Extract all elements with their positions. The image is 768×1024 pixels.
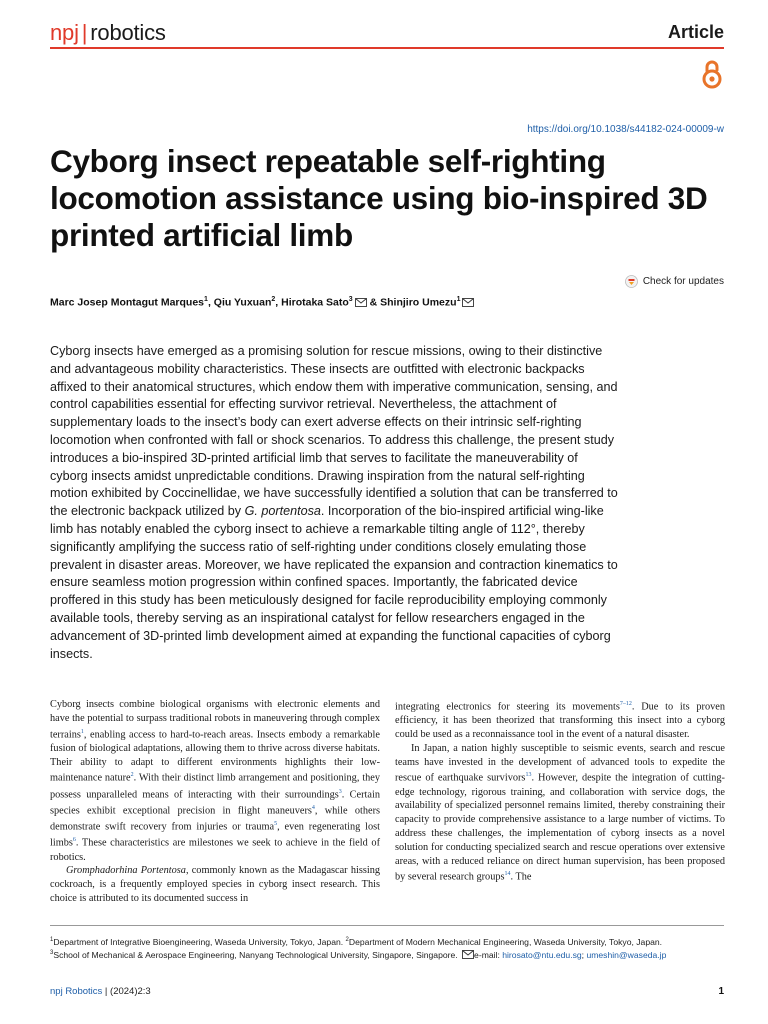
citation-ref[interactable]: 3 [338,788,342,795]
article-type-label: Article [667,22,724,42]
journal-npj: npj [50,20,79,45]
abstract-species: G. portentosa [244,504,321,519]
body-column-left [50,698,380,906]
text-run: . However, despite the integration of cutting-edge technology, rigorous training, and collaboration with service dogs, the availability of specialized personnel remains limited, thereby constraining their capacity to provide comprehensive assistance to a large number of victims. To address these challenges, the implementation of cyborg insects as a novel solution for conducting specialized search and rescue operations over extensive areas, with a reduced reliance on direct human supervision, has been proposed by several research groups [395,772,725,883]
author-affiliation-ref: 2 [271,296,276,303]
citation-ref[interactable]: 6 [72,837,76,844]
text-run: Department of Integrative Bioengineering, Waseda University, Tokyo, Japan. [53,936,346,947]
check-updates-label: Check for updates [642,276,724,287]
text-run: , while others demonstrate swift recovery from injuries or trauma [50,805,381,833]
abstract [50,343,618,663]
author-name[interactable]: Shinjiro Umezu [380,296,457,309]
body-paragraph [395,698,725,742]
text-run: , even regenerating lost limbs [50,821,380,849]
affiliation-line [50,934,730,948]
text-run: . Certain species exhibit exceptional precision in flight maneuvers [50,789,380,817]
mail-icon[interactable] [462,298,474,307]
mail-icon[interactable] [355,298,367,307]
footnote-divider [50,925,724,926]
citation-ref[interactable]: 1 [80,728,84,735]
text-run: , enabling access to hard-to-reach areas. Insects embody a remarkable fusion of biological adaptations, allowing them to thrive across diverse habitats. Their ability to adapt to different environments highlights their low-maintenance nature [50,729,380,784]
citation-ref[interactable]: 2 [130,772,134,779]
author-affiliation-ref: 1 [456,296,461,303]
author-separator: , [207,296,214,309]
affiliation-number: 3 [50,950,54,956]
citation-ref[interactable]: 5 [274,821,278,828]
author-affiliation-ref: 3 [348,296,353,303]
footer-citation-text: | (2024)2:3 [102,986,151,997]
body-paragraph [50,698,380,864]
author-list [50,296,474,309]
author-separator: , [275,296,282,309]
author-name[interactable]: Qiu Yuxuan [213,296,272,309]
check-updates-icon [625,275,638,288]
affiliation-number: 2 [345,937,349,943]
text-run: Cyborg insects combine biological organisms with electronic elements and have the potential to surpass traditional robots in maneuvering through complex terrains [50,699,380,741]
body-text: , commonly known as the Madagascar hissing cockroach, is a frequently employed species in cyborg insect research. This choice is attributed to its documented success in [50,865,381,904]
citation-ref[interactable]: 13 [525,772,532,779]
footer-journal-link[interactable]: npj Robotics [50,986,103,997]
email-link[interactable]: umeshin@waseda.jp [586,949,667,960]
footer-citation [50,986,151,997]
text-run: ; [581,949,587,960]
journal-separator: | [81,20,88,45]
journal-logo[interactable] [50,20,166,46]
mail-icon [462,950,474,959]
header-divider [50,47,724,49]
page-number: 1 [718,986,724,997]
body-paragraph [50,864,380,905]
author-separator: & [366,296,381,309]
abstract-text-1: Cyborg insects have emerged as a promising solution for rescue missions, owing to their distinctive and advantageous mobility characteristics. These insects are outfitted with electronic backpacks affixed to their anatomical structures, which endow them with imperative communication, sensing, and control capabilities essential for effecting survivor retrieval. Nevertheless, the attachment of supplementary loads to the insect’s body can exert adverse effects on their intrinsic self-righting locomotion when confronted with fall or shock scenarios. To address this challenge, the present study introduces a bio-inspired 3D-printed artificial limb that serves to facilitate the maneuverability of cyborg insects amidst unpredictable conditions. Drawing inspiration from the natural self-righting motion exhibited by Coccinellidae, we have successfully identified a solution that can be transferred to the electronic backpack utilized by [50,344,618,519]
citation-ref[interactable]: 7–12 [619,701,632,707]
text-run: . The [510,871,532,883]
text-run: . These characteristics are milestones we seek to achieve in the field of robotics. [50,837,380,863]
body-column-right [395,698,725,885]
affiliation-number: 1 [50,937,54,943]
abstract-text-2: . Incorporation of the bio-inspired artificial wing-like limb has notably enabled the cyborg insect to achieve a remarkable tilting angle of 112°, thereby significantly amplifying the success ratio of self-righting under conditions closely emulating those prevalent in disaster areas. Moreover, we have replicated the expansion and contraction kinematics to ensure seamless motion progression within confined spaces. Importantly, the fabricated device proffered in this study has been meticulously designed for facile reproducibility employing commonly available tools, thereby serving as an inspirational catalyst for fellow researchers engaged in the advancement of 3D-printed limb development aimed at expanding the functional capacities of cyborg insects. [50,504,618,661]
affiliation-line [50,947,730,961]
text-run: In Japan, a nation highly susceptible to seismic events, search and rescue teams have invested in the development of advanced tools to expedite the rescue of earthquake survivors [395,742,725,784]
email-link[interactable]: hirosato@ntu.edu.sg [502,949,582,960]
species-name: Gromphadorhina Portentosa [66,865,186,877]
author-name[interactable]: Hirotaka Sato [281,296,349,309]
journal-name: robotics [90,20,166,45]
open-access-icon [700,58,724,90]
body-paragraph [395,742,725,885]
text-run: Department of Modern Mechanical Engineering, Waseda University, Tokyo, Japan. [348,936,663,947]
text-run: School of Mechanical & Aerospace Engineering, Nanyang Technological University, Singapore, Singapore. [53,949,461,960]
text-run: . With their distinct limb arrangement and positioning, they possess unparalleled means of interacting with their surroundings [50,772,380,801]
doi-link[interactable]: https://doi.org/10.1038/s44182-024-00009-w [527,124,724,135]
citation-ref[interactable]: 4 [311,804,315,811]
author-affiliation-ref: 1 [204,296,208,303]
author-name[interactable]: Marc Josep Montagut Marques [50,296,205,309]
check-for-updates-button[interactable] [625,275,724,288]
text-run: integrating electronics for steering its movements [395,701,620,713]
article-title: Cyborg insect repeatable self-righting locomotion assistance using bio-inspired 3D printed artificial limb [50,143,708,253]
citation-ref[interactable]: 14 [504,871,511,878]
text-run: e-mail: [474,949,503,960]
text-run: . Due to its proven efficiency, it has been theorized that transforming this insect into a cyborg could be used as a reconnaissance tool in the event of a natural disaster. [395,701,725,741]
